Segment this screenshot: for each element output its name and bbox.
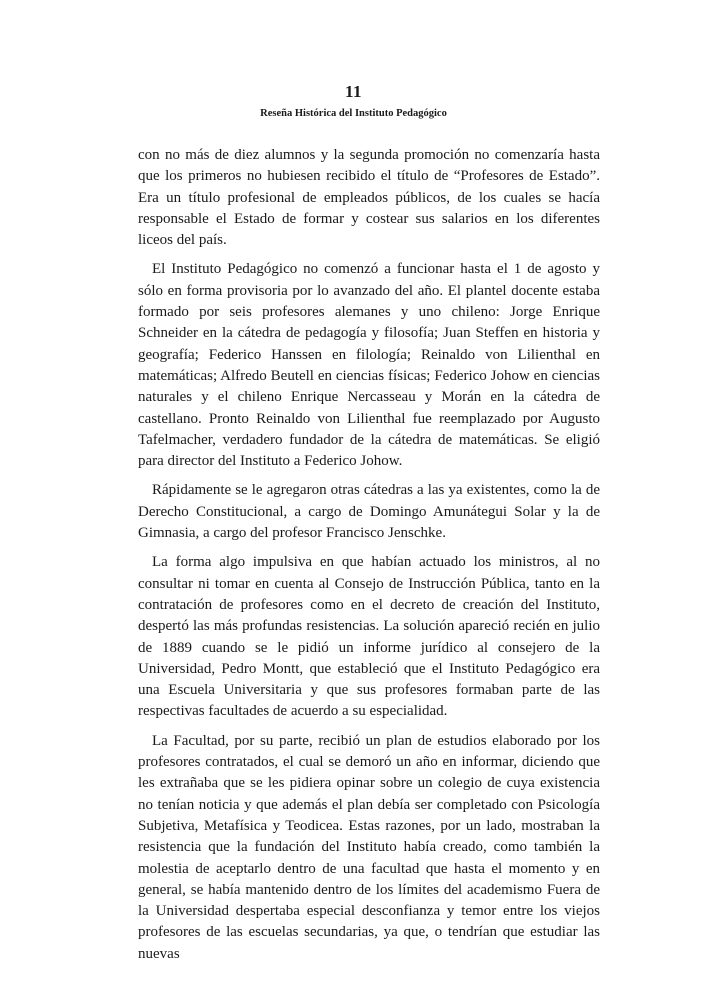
paragraph-5: La Facultad, por su parte, recibió un plan de estudios elaborado por los profesores contratados, el cual se demoró un año en informar, diciendo que les extrañaba que se les pidiera opinar sobre un colegio de cuya existencia no tenían noticia y que además el plan debía ser completado con Psicología Subjetiva, Metafísica y Teodicea. Estas razones, por un lado, mostraban la resistencia que la fundación del Instituto había creado, como también la molestia de aceptarlo dentro de una facultad que hasta el momento y en general, se había mantenido dentro de los límites del academismo Fuera de la Universidad despertaba especial desconfianza y temor entre los viejos profesores de las escuelas secundarias, ya que, o tendrían que estudiar las nuevas [138,732,600,962]
running-title: Reseña Histórica del Instituto Pedagógico [260,108,447,119]
paragraph-3: Rápidamente se le agregaron otras cátedras a las ya existentes, como la de Derecho Constitucional, a cargo de Domingo Amunátegui Solar y la de Gimnasia, a cargo del profesor Francisco Jenschke. [138,482,600,542]
paragraph-1: con no más de diez alumnos y la segunda promoción no comenzaría hasta que los primeros no hubiesen recibido el título de “Profesores de Estado”. Era un título profesional de empleados públicos, de los cuales se hacía responsable el Estado de formar y costear sus salarios en los diferentes liceos del país. [138,147,600,249]
page-number: 11 [344,82,363,101]
body-text [138,145,600,973]
paragraph-4: La forma algo impulsiva en que habían actuado los ministros, al no consultar ni tomar en cuenta al Consejo de Instrucción Pública, tanto en la contratación de profesores como en el decreto de creación del Instituto, despertó las más profundas resistencias. La solución apareció recién en julio de 1889 cuando se le pidió un informe jurídico al consejero de la Universidad, Pedro Montt, que estableció que el Instituto Pedagógico era una Escuela Universitaria y que sus profesores formaban parte de las respectivas facultades de acuerdo a su especialidad. [138,554,600,720]
paragraph-2: El Instituto Pedagógico no comenzó a funcionar hasta el 1 de agosto y sólo en forma provisoria por lo avanzado del año. El plantel docente estaba formado por seis profesores alemanes y uno chileno: Jorge Enrique Schneider en la cátedra de pedagogía y filosofía; Juan Steffen en historia y geografía; Federico Hanssen en filología; Reinaldo von Lilienthal en matemáticas; Alfredo Beutell en ciencias físicas; Federico Johow en ciencias naturales y el chileno Enrique Nercasseau y Morán en la cátedra de castellano. Pronto Reinaldo von Lilienthal fue reemplazado por Augusto Tafelmacher, verdadero fundador de la cátedra de matemáticas. Se eligió para director del Instituto a Federico Johow. [138,261,600,470]
